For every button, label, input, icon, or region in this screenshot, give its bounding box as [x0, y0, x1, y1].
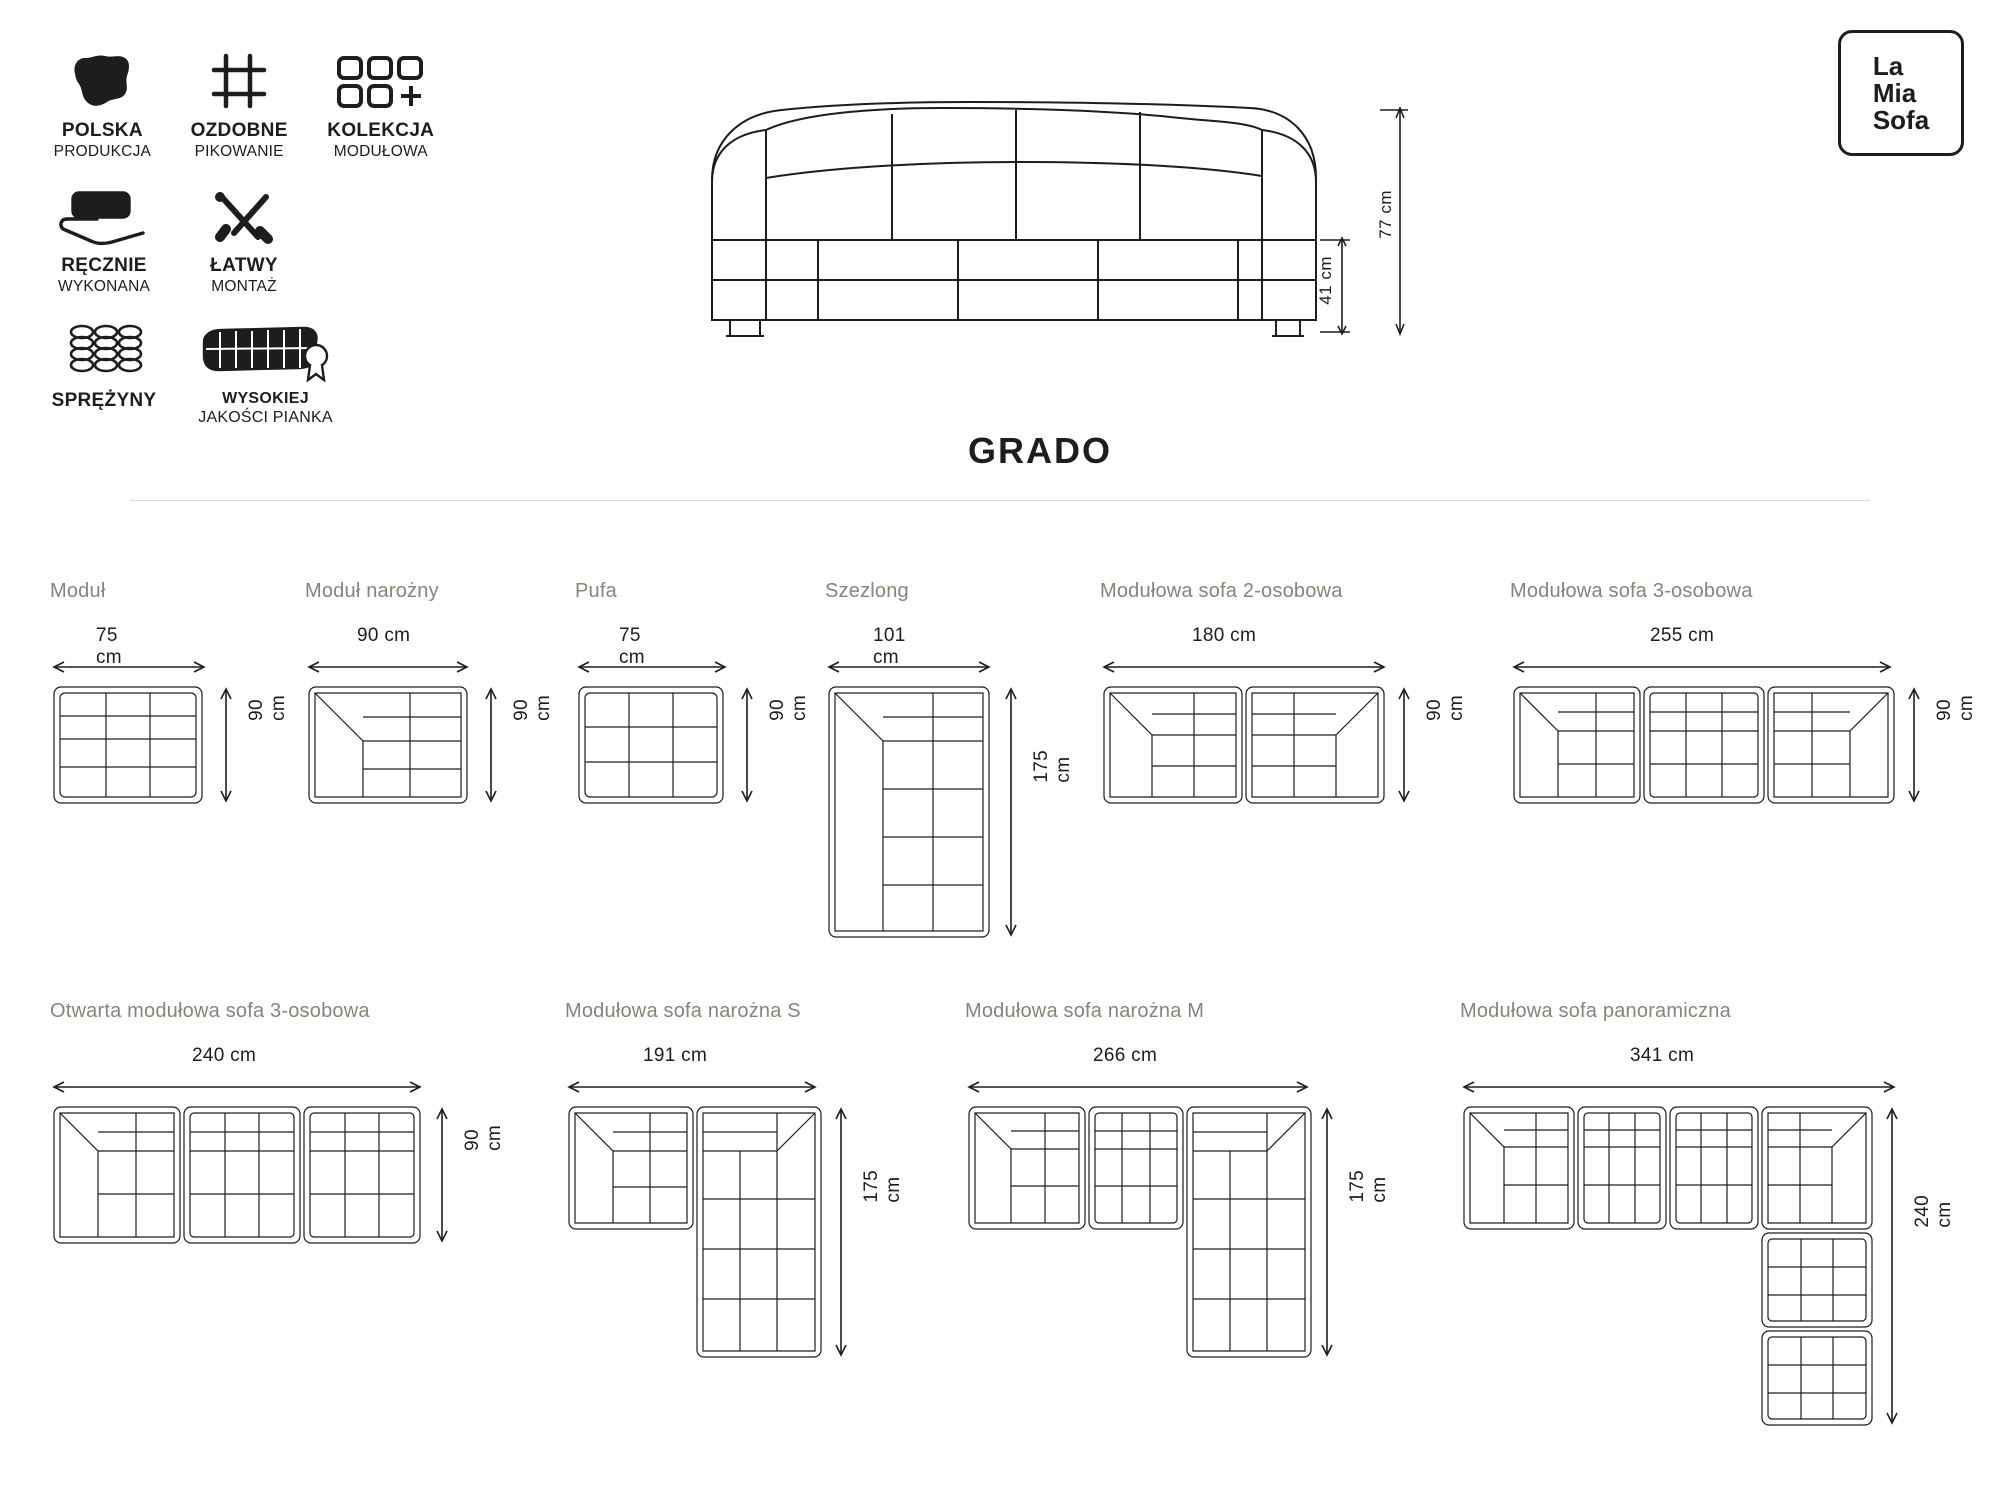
- hand-made-sofa-icon: [57, 175, 151, 249]
- variant-depth-label: 240 cm: [1912, 1195, 1955, 1228]
- logo-line-1: La: [1872, 50, 1904, 81]
- feature-label-line2: JAKOŚCI PIANKA: [198, 409, 333, 426]
- feature-label-line2: PRODUKCJA: [53, 143, 152, 160]
- variant-title: Moduł narożny: [305, 580, 439, 602]
- modular-collection-icon: [333, 40, 429, 114]
- variant-title: Modułowa sofa narożna M: [965, 1000, 1205, 1022]
- variant-width-label: 75 cm: [619, 625, 645, 668]
- variant-title: Modułowa sofa narożna S: [565, 1000, 801, 1022]
- variant-title: Modułowa sofa panoramiczna: [1460, 1000, 1731, 1022]
- feature-label-line2: PIKOWANIE: [194, 143, 284, 160]
- variant-modul: [50, 580, 289, 721]
- variant-depth-label: 175 cm: [1347, 1170, 1390, 1203]
- sofa-2-topview: [1100, 683, 1395, 813]
- variant-depth-label: 175 cm: [861, 1170, 904, 1203]
- depth-arrow: [997, 683, 1031, 945]
- variant-width-label: 101 cm: [873, 625, 906, 668]
- otwarta-sofa-3-topview: [50, 1103, 432, 1253]
- variant-title: Modułowa sofa 2-osobowa: [1100, 580, 1343, 602]
- depth-arrow: [1390, 683, 1424, 813]
- hero-seat-height-label: 41 cm: [1316, 256, 1335, 305]
- sofa-narozna-s-topview: [565, 1103, 830, 1365]
- variant-depth-label: 90 cm: [511, 694, 554, 721]
- tools-icon: [206, 175, 282, 249]
- feature-ozdobne-pikowanie: [171, 40, 308, 161]
- feature-label-line1: WYSOKIEJ: [222, 390, 309, 407]
- variant-sofa-narozna-s: [565, 1000, 904, 1203]
- depth-arrow: [1313, 1103, 1347, 1365]
- depth-arrow: [733, 683, 767, 813]
- springs-icon: [64, 310, 144, 384]
- feature-label-line2: WYKONANA: [57, 278, 151, 295]
- feature-wysokiej-jakosci-pianka: [178, 310, 353, 427]
- feature-label-line1: ŁATWY: [210, 255, 278, 276]
- variant-sofa-panoramiczna: [1460, 1000, 1955, 1228]
- variant-depth-label: 90 cm: [767, 694, 810, 721]
- sofa-3-topview: [1510, 683, 1902, 813]
- variant-depth-label: 90 cm: [1424, 694, 1467, 721]
- feature-label-line1: SPRĘŻYNY: [51, 390, 157, 411]
- variant-modul-narozny: [305, 580, 554, 721]
- feature-badges: [34, 40, 454, 427]
- variant-sofa-narozna-m: [965, 1000, 1390, 1203]
- feature-label-line1: POLSKA: [61, 120, 143, 141]
- foam-quality-icon: [196, 310, 336, 384]
- variant-sofa-2-osobowa: [1100, 580, 1467, 721]
- feature-label-line2: MODUŁOWA: [333, 143, 428, 160]
- variant-width-label: 180 cm: [1192, 625, 1257, 646]
- variant-depth-label: 90 cm: [246, 694, 289, 721]
- depth-arrow: [827, 1103, 861, 1365]
- variant-width-label: 240 cm: [192, 1045, 257, 1066]
- hero-sofa-illustration: [640, 70, 1440, 490]
- pufa-topview: [575, 683, 740, 813]
- depth-arrow: [477, 683, 511, 813]
- variant-depth-label: 90 cm: [1934, 694, 1977, 721]
- quilting-grid-icon: [206, 40, 272, 114]
- variant-title: Otwarta modułowa sofa 3-osobowa: [50, 1000, 370, 1022]
- logo-line-3: Sofa: [1872, 104, 1930, 135]
- hero-total-height-label: 77 cm: [1376, 190, 1395, 239]
- variant-width-label: 90 cm: [357, 625, 411, 646]
- brand-logo: [1838, 30, 1964, 156]
- feature-label-line1: RĘCZNIE: [61, 255, 147, 276]
- modul-topview: [50, 683, 215, 813]
- variant-pufa: [575, 580, 810, 721]
- variant-title: Modułowa sofa 3-osobowa: [1510, 580, 1753, 602]
- variant-width-label: 266 cm: [1093, 1045, 1158, 1066]
- variant-width-label: 255 cm: [1650, 625, 1715, 646]
- variant-sofa-3-osobowa: [1510, 580, 1977, 721]
- variant-title: Szezlong: [825, 580, 909, 602]
- feature-polska-produkcja: [34, 40, 171, 161]
- feature-label-line1: KOLEKCJA: [327, 120, 435, 141]
- variant-width-label: 191 cm: [643, 1045, 708, 1066]
- sofa-narozna-m-topview: [965, 1103, 1317, 1365]
- depth-arrow: [1900, 683, 1934, 813]
- product-name: GRADO: [968, 430, 1112, 471]
- feature-label-line1: OZDOBNE: [190, 120, 288, 141]
- variant-depth-label: 90 cm: [462, 1124, 505, 1151]
- depth-arrow: [1878, 1103, 1912, 1443]
- variant-depth-label: 175 cm: [1031, 750, 1074, 783]
- variant-width-label: 341 cm: [1630, 1045, 1695, 1066]
- feature-sprezyny: [34, 310, 174, 412]
- sofa-panoramiczna-topview: [1460, 1103, 1902, 1443]
- depth-arrow: [212, 683, 246, 813]
- feature-kolekcja-modulowa: [308, 40, 455, 161]
- variant-width-label: 75 cm: [96, 625, 122, 668]
- szezlong-topview: [825, 683, 1000, 945]
- section-divider: [130, 500, 1870, 501]
- feature-label-line2: MONTAŻ: [211, 278, 277, 295]
- variant-title: Pufa: [575, 580, 617, 602]
- logo-line-2: Mia: [1872, 77, 1917, 108]
- variant-otwarta-sofa-3-osobowa: [50, 1000, 505, 1151]
- modul-narozny-topview: [305, 683, 480, 813]
- poland-map-icon: [67, 40, 137, 114]
- feature-recznie-wykonana: [34, 175, 174, 296]
- variant-title: Moduł: [50, 580, 106, 602]
- variant-szezlong: [825, 580, 1074, 783]
- depth-arrow: [428, 1103, 462, 1253]
- feature-latwy-montaz: [174, 175, 314, 296]
